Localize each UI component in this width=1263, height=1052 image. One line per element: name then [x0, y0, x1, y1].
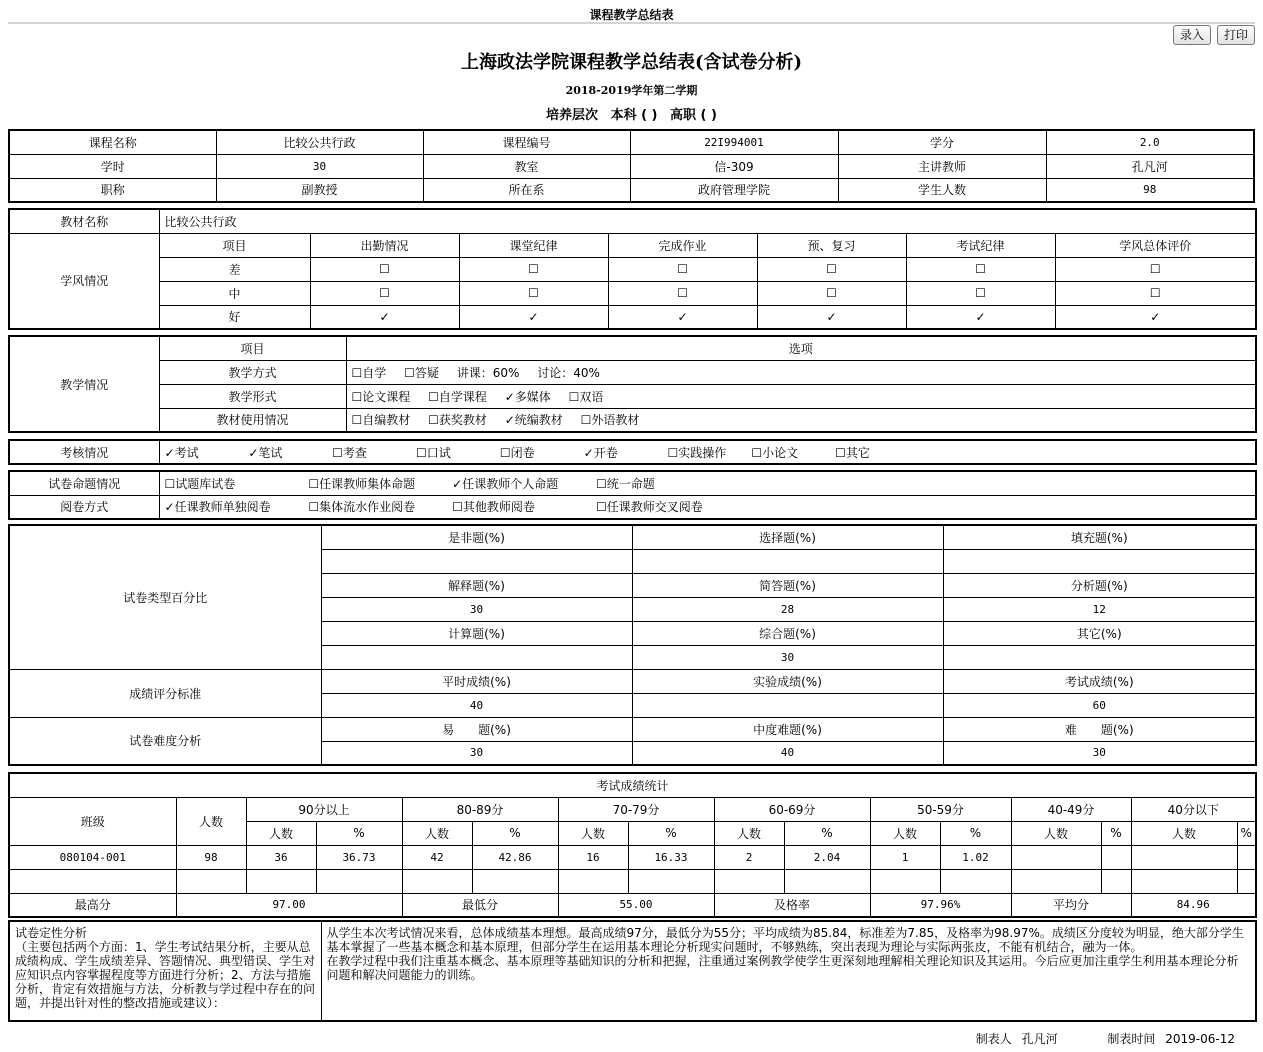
class-header: 班级 — [9, 797, 176, 845]
enter-button[interactable]: 录入 — [1173, 25, 1211, 45]
band-pct: 2.04 — [784, 845, 870, 869]
type-header: 解释题(%) — [321, 573, 632, 597]
credit-value: 2.0 — [1046, 130, 1254, 154]
checkbox[interactable]: ☐ — [906, 281, 1055, 305]
analysis-label-body: （主要包括两个方面：1、学生考试结果分析，主要从总成绩构成、学生成绩差异、答题情况、典型错误、学生对应知识点内容掌握程度等方面进行分析；2、方法与措施分析，肯定有效措施与方法，分析教与学过程中存在的问题，并提出针对性的整改措施或建议）： — [15, 940, 316, 1010]
analysis-paragraph: 从学生本次考试情况来看，总体成绩基本理想。最高成绩97分，最低分为55分；平均成绩为85.84，标准差为7.85，及格率为98.97%。成绩区分度较为明显，绝大部分学生基本掌握了一些基本概念和基本原理，但部分学生在运用基本理论分析现实问题时，不够熟练，突出表现为理论与实际两张皮，不能有机结合，融为一体。 — [326, 926, 1244, 954]
band-header: 70-79分 — [558, 797, 714, 821]
type-value — [943, 645, 1256, 669]
teaching-form-label: 教学形式 — [159, 384, 346, 408]
page-title: 上海政法学院课程教学总结表(含试卷分析) — [460, 52, 803, 73]
type-value — [632, 549, 943, 573]
option-group-proposition[interactable]: ☐任课教师集体命题 — [308, 476, 416, 491]
sub-pct-header: % — [784, 821, 870, 845]
option-question-bank[interactable]: ☐试题库试卷 — [164, 476, 236, 491]
paper-types-table — [8, 524, 1257, 766]
dept-value: 政府管理学院 — [630, 178, 838, 202]
made-time-value: 2019-06-12 — [1165, 1032, 1235, 1046]
teacher-label: 主讲教师 — [838, 154, 1046, 178]
textbook-usage-options — [346, 408, 1256, 432]
scoring-value: 60 — [943, 693, 1256, 717]
option-multimedia[interactable]: ✓多媒体 — [504, 389, 551, 404]
course-info-table — [8, 129, 1255, 203]
table-row — [9, 845, 1256, 869]
course-code-value: 22I994001 — [630, 130, 838, 154]
course-code-label: 课程编号 — [423, 130, 630, 154]
band-header: 60-69分 — [714, 797, 870, 821]
band-header: 40分以下 — [1131, 797, 1256, 821]
average-value: 84.96 — [1131, 893, 1256, 917]
option-self-study[interactable]: ☐自学 — [351, 365, 387, 380]
checkbox[interactable]: ☐ — [310, 257, 459, 281]
analysis-paragraph: 在教学过程中我们注重基本概念、基本原理等基础知识的分析和把握，注重通过案例教学使学生更深刻地理解相关理论知识及其运用。今后应更加注重学生利用基本理论分析问题和解决问题能力的训练。 — [326, 954, 1239, 982]
option-bilingual[interactable]: ☐双语 — [568, 389, 604, 404]
paper-table — [8, 470, 1257, 520]
exam-options — [159, 440, 1256, 464]
analysis-label-title: 试卷定性分析 — [15, 926, 88, 940]
option-single-grading[interactable]: ✓任课教师单独阅卷 — [164, 500, 271, 515]
checkbox[interactable]: ☐ — [459, 281, 608, 305]
check-mark-icon[interactable]: ✓ — [310, 305, 459, 329]
option-qa[interactable]: ☐答疑 — [404, 365, 439, 380]
textbook-usage-label: 教材使用情况 — [159, 408, 346, 432]
type-value — [321, 645, 632, 669]
made-time-label: 制表时间 — [1107, 1032, 1156, 1046]
band-pct — [1101, 845, 1131, 869]
hours-value: 30 — [216, 154, 423, 178]
course-name-value: 比较公共行政 — [216, 130, 423, 154]
page-header: 课程教学总结表 — [8, 6, 1255, 24]
style-table — [8, 208, 1257, 330]
option-exam[interactable]: ✓考试 — [164, 445, 199, 460]
teaching-form-options — [346, 384, 1256, 408]
type-header: 计算题(%) — [321, 621, 632, 645]
band-count: 16 — [558, 845, 628, 869]
band-count — [1011, 845, 1101, 869]
check-mark-icon[interactable]: ✓ — [1055, 305, 1256, 329]
band-header: 50-59分 — [870, 797, 1011, 821]
band-pct: 42.86 — [472, 845, 558, 869]
option-award-textbook[interactable]: ☐获奖教材 — [428, 413, 487, 428]
scoring-value — [632, 693, 943, 717]
option-written[interactable]: ✓笔试 — [248, 445, 283, 460]
sub-count-header: 人数 — [402, 821, 472, 845]
option-closed-book[interactable]: ☐闭卷 — [499, 445, 535, 460]
sub-pct-header: % — [628, 821, 714, 845]
sub-count-header: 人数 — [714, 821, 784, 845]
max-score-label: 最高分 — [9, 893, 176, 917]
option-self-course[interactable]: ☐自学课程 — [428, 389, 487, 404]
difficulty-label: 试卷难度分析 — [9, 717, 321, 765]
maker-label: 制表人 — [975, 1032, 1012, 1046]
check-mark-icon[interactable]: ✓ — [608, 305, 757, 329]
checkbox[interactable]: ☐ — [608, 257, 757, 281]
exam-label: 考核情况 — [9, 440, 159, 464]
option-self-textbook[interactable]: ☐自编教材 — [351, 413, 411, 428]
teaching-item-label: 项目 — [159, 336, 346, 360]
sub-pct-header: % — [472, 821, 558, 845]
teaching-method-options — [346, 360, 1256, 384]
checkbox[interactable]: ☐ — [608, 281, 757, 305]
band-header: 90分以上 — [246, 797, 402, 821]
teaching-method-label: 教学方式 — [159, 360, 346, 384]
style-row-label: 好 — [159, 305, 310, 329]
band-pct: 16.33 — [628, 845, 714, 869]
style-row-label: 中 — [159, 281, 310, 305]
proposition-label: 试卷命题情况 — [9, 471, 159, 495]
option-other-teacher-grading[interactable]: ☐其他教师阅卷 — [452, 500, 535, 515]
level-label: 培养层次 — [546, 108, 599, 123]
type-header: 综合题(%) — [632, 621, 943, 645]
level-line — [0, 104, 1263, 123]
footer — [970, 1030, 1235, 1047]
pass-rate-label: 及格率 — [714, 893, 870, 917]
analysis-content[interactable] — [321, 921, 1256, 1021]
dept-label: 所在系 — [423, 178, 630, 202]
option-other[interactable]: ☐其它 — [835, 445, 870, 460]
paper-types-label: 试卷类型百分比 — [9, 525, 321, 669]
scoring-header: 考试成绩(%) — [943, 669, 1256, 693]
type-header: 是非题(%) — [321, 525, 632, 549]
style-row-label: 差 — [159, 257, 310, 281]
maker-value: 孔凡河 — [1021, 1032, 1058, 1046]
option-open-book[interactable]: ✓开卷 — [583, 445, 618, 460]
room-label: 教室 — [423, 154, 630, 178]
credit-label: 学分 — [838, 130, 1046, 154]
textbook-value: 比较公共行政 — [159, 209, 1256, 233]
sub-count-header: 人数 — [870, 821, 940, 845]
title-label: 职称 — [9, 178, 216, 202]
type-header: 分析题(%) — [943, 573, 1256, 597]
min-score-value: 55.00 — [558, 893, 714, 917]
course-name-label: 课程名称 — [9, 130, 216, 154]
band-pct: 36.73 — [316, 845, 402, 869]
checkbox[interactable]: ☐ — [906, 257, 1055, 281]
style-label: 学风情况 — [9, 233, 159, 329]
exam-table — [8, 439, 1257, 465]
max-score-value: 97.00 — [176, 893, 402, 917]
title-value: 副教授 — [216, 178, 423, 202]
style-col-header: 学风总体评价 — [1055, 233, 1256, 257]
sub-pct-header: % — [1237, 821, 1256, 845]
sub-count-header: 人数 — [1131, 821, 1237, 845]
room-value: 信-309 — [630, 154, 838, 178]
option-foreign-textbook[interactable]: ☐外语教材 — [580, 413, 640, 428]
band-count — [1131, 845, 1237, 869]
proposition-options — [159, 471, 1256, 495]
teaching-table — [8, 335, 1257, 433]
style-col-header: 完成作业 — [608, 233, 757, 257]
checkbox[interactable]: ☐ — [757, 281, 906, 305]
type-value — [943, 549, 1256, 573]
style-col-header: 出勤情况 — [310, 233, 459, 257]
sub-count-header: 人数 — [246, 821, 316, 845]
difficulty-header: 难 题(%) — [943, 717, 1256, 741]
print-button[interactable]: 打印 — [1217, 25, 1255, 45]
check-mark-icon[interactable]: ✓ — [459, 305, 608, 329]
students-label: 学生人数 — [838, 178, 1046, 202]
option-assembly-grading[interactable]: ☐集体流水作业阅卷 — [308, 500, 416, 515]
style-col-header: 课堂纪律 — [459, 233, 608, 257]
term-label: 2018-2019学年第二学期 — [565, 84, 698, 97]
option-practice[interactable]: ☐实践操作 — [667, 445, 727, 460]
checkbox[interactable]: ☐ — [459, 257, 608, 281]
check-mark-icon[interactable]: ✓ — [906, 305, 1055, 329]
style-item-label: 项目 — [159, 233, 310, 257]
type-value: 30 — [632, 645, 943, 669]
checkbox[interactable]: ☐ — [757, 257, 906, 281]
teaching-label: 教学情况 — [9, 336, 159, 432]
hours-label: 学时 — [9, 154, 216, 178]
teaching-opt-label: 选项 — [346, 336, 1256, 360]
band-count: 1 — [870, 845, 940, 869]
difficulty-value: 30 — [943, 741, 1256, 765]
count-value: 98 — [176, 845, 246, 869]
type-header: 选择题(%) — [632, 525, 943, 549]
scoring-header: 平时成绩(%) — [321, 669, 632, 693]
level-undergrad: 本科 ( ) — [610, 108, 658, 123]
average-label: 平均分 — [1011, 893, 1131, 917]
option-individual-proposition[interactable]: ✓任课教师个人命题 — [452, 476, 559, 491]
band-count: 2 — [714, 845, 784, 869]
option-unified-proposition[interactable]: ☐统一命题 — [595, 476, 655, 491]
band-header: 80-89分 — [402, 797, 558, 821]
band-count: 36 — [246, 845, 316, 869]
sub-pct-header: % — [316, 821, 402, 845]
option-oral[interactable]: ☐口试 — [415, 445, 451, 460]
grading-label: 阅卷方式 — [9, 495, 159, 519]
difficulty-value: 30 — [321, 741, 632, 765]
discussion-ratio: 讨论：40% — [537, 365, 600, 380]
option-unified-textbook[interactable]: ✓统编教材 — [504, 413, 563, 428]
textbook-label: 教材名称 — [9, 209, 159, 233]
analysis-label-cell — [9, 921, 321, 1021]
difficulty-value: 40 — [632, 741, 943, 765]
grading-options — [159, 495, 1256, 519]
type-value — [321, 549, 632, 573]
check-mark-icon[interactable]: ✓ — [757, 305, 906, 329]
band-header: 40-49分 — [1011, 797, 1131, 821]
stats-title: 考试成绩统计 — [9, 773, 1256, 797]
difficulty-header: 中度难题(%) — [632, 717, 943, 741]
band-count: 42 — [402, 845, 472, 869]
type-value: 30 — [321, 597, 632, 621]
count-header: 人数 — [176, 797, 246, 845]
score-stats-table — [8, 772, 1257, 918]
option-cross-grading[interactable]: ☐任课教师交叉阅卷 — [595, 500, 703, 515]
sub-pct-header: % — [940, 821, 1011, 845]
type-header: 简答题(%) — [632, 573, 943, 597]
difficulty-header: 易 题(%) — [321, 717, 632, 741]
type-value: 28 — [632, 597, 943, 621]
type-header: 其它(%) — [943, 621, 1256, 645]
sub-count-header: 人数 — [1011, 821, 1101, 845]
checkbox[interactable]: ☐ — [1055, 281, 1256, 305]
pass-rate-value: 97.96% — [870, 893, 1011, 917]
type-header: 填充题(%) — [943, 525, 1256, 549]
checkbox[interactable]: ☐ — [1055, 257, 1256, 281]
sub-count-header: 人数 — [558, 821, 628, 845]
option-assessment[interactable]: ☐考查 — [332, 445, 367, 460]
style-col-header: 考试纪律 — [906, 233, 1055, 257]
teacher-value: 孔凡河 — [1046, 154, 1254, 178]
band-pct: 1.02 — [940, 845, 1011, 869]
level-vocational: 高职 ( ) — [670, 108, 717, 123]
analysis-table — [8, 920, 1257, 1022]
table-row-empty — [9, 869, 1256, 893]
option-thesis-course[interactable]: ☐论文课程 — [351, 389, 411, 404]
lecture-ratio: 讲课：60% — [456, 365, 520, 380]
sub-pct-header: % — [1101, 821, 1131, 845]
type-value: 12 — [943, 597, 1256, 621]
style-col-header: 预、复习 — [757, 233, 906, 257]
min-score-label: 最低分 — [402, 893, 558, 917]
option-essay[interactable]: ☐小论文 — [751, 445, 799, 460]
checkbox[interactable]: ☐ — [310, 281, 459, 305]
band-pct — [1237, 845, 1256, 869]
scoring-header: 实验成绩(%) — [632, 669, 943, 693]
scoring-label: 成绩评分标准 — [9, 669, 321, 717]
students-value: 98 — [1046, 178, 1254, 202]
scoring-value: 40 — [321, 693, 632, 717]
class-value: 080104-001 — [9, 845, 176, 869]
